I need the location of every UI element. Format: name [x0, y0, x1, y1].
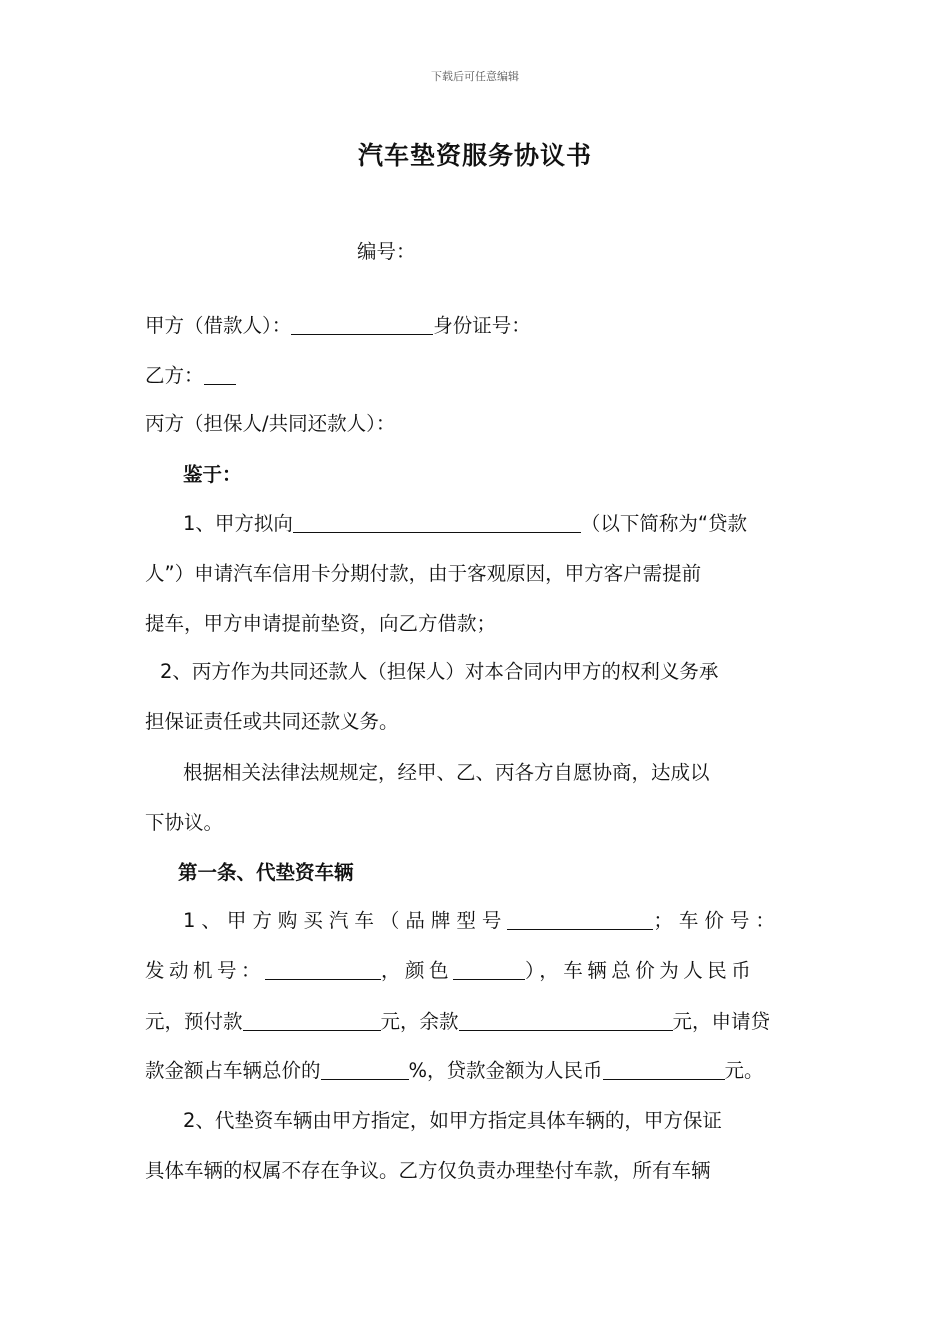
p3-line-2: 下协议。	[145, 811, 224, 834]
page-header-note: 下载后可任意编辑	[431, 70, 519, 83]
article-1-heading: 第一条、代垫资车辆	[178, 861, 354, 884]
lender-name-blank[interactable]	[293, 512, 581, 533]
p3-line-1: 根据相关法律法规规定，经甲、乙、丙各方自愿协商，达成以	[183, 761, 710, 784]
party-b-line	[145, 363, 236, 389]
a1-c1-text-h: 元，申请贷	[672, 1010, 771, 1033]
a1-c1-text-f: 元，预付款	[145, 1010, 243, 1033]
a1-c1-text-d: ，颜色	[381, 959, 454, 982]
a1-c1-text-e: ），车辆总价为人民币	[525, 959, 756, 982]
p1-text-a: 1、甲方拟向	[183, 512, 293, 535]
party-a-label: 甲方（借款人）：	[145, 314, 292, 337]
a1-c2-line-1: 2、代垫资车辆由甲方指定，如甲方指定具体车辆的，甲方保证	[183, 1109, 722, 1132]
p1-line-3: 提车，甲方申请提前垫资，向乙方借款；	[145, 612, 497, 635]
engine-number-blank[interactable]	[265, 959, 381, 980]
p1-text-b: （以下简称为“贷款	[580, 512, 748, 535]
p2-line-1: 2、丙方作为共同还款人（担保人）对本合同内甲方的权利义务承	[160, 660, 719, 683]
a1-c1-line-2	[145, 958, 755, 984]
down-payment-blank[interactable]	[243, 1010, 381, 1031]
party-a-id-label: 身份证号：	[433, 314, 531, 337]
a1-c1-text-c: 发动机号：	[145, 959, 266, 982]
a1-c1-text-k: 元。	[724, 1059, 764, 1082]
a1-c1-text-b: ；车价号：	[653, 909, 781, 932]
whereas-heading: 鉴于：	[183, 463, 242, 486]
loan-amount-blank[interactable]	[603, 1059, 725, 1080]
a1-c1-text-j: %，贷款金额为人民币	[408, 1059, 603, 1082]
p2-line-2: 担保证责任或共同还款义务。	[145, 710, 399, 733]
a1-c1-line-3	[145, 1009, 770, 1035]
document-title: 汽车垫资服务协议书	[357, 141, 592, 170]
a1-c1-text-g: 元，余款	[380, 1010, 459, 1033]
a1-c1-text-i: 款金额占车辆总价的	[145, 1059, 321, 1082]
balance-blank[interactable]	[459, 1010, 673, 1031]
brand-model-blank[interactable]	[507, 909, 653, 930]
contract-number-label: 编号：	[357, 240, 416, 263]
color-blank[interactable]	[453, 959, 525, 980]
a1-c1-line-1	[183, 908, 781, 934]
party-a-line	[145, 313, 531, 339]
party-a-name-blank[interactable]	[291, 314, 433, 335]
p1-line-2: 人”）申请汽车信用卡分期付款，由于客观原因，甲方客户需提前	[145, 562, 702, 585]
p1-line-1	[183, 511, 747, 537]
a1-c2-line-2: 具体车辆的权属不存在争议。乙方仅负责办理垫付车款，所有车辆	[145, 1159, 711, 1182]
a1-c1-text-a: 1、甲方购买汽车（品牌型号	[183, 909, 508, 932]
party-c-label: 丙方（担保人/共同还款人）：	[145, 412, 396, 435]
party-b-name-blank[interactable]	[204, 364, 236, 385]
party-b-label: 乙方：	[145, 364, 204, 387]
a1-c1-line-4	[145, 1058, 764, 1084]
loan-ratio-blank[interactable]	[321, 1059, 409, 1080]
